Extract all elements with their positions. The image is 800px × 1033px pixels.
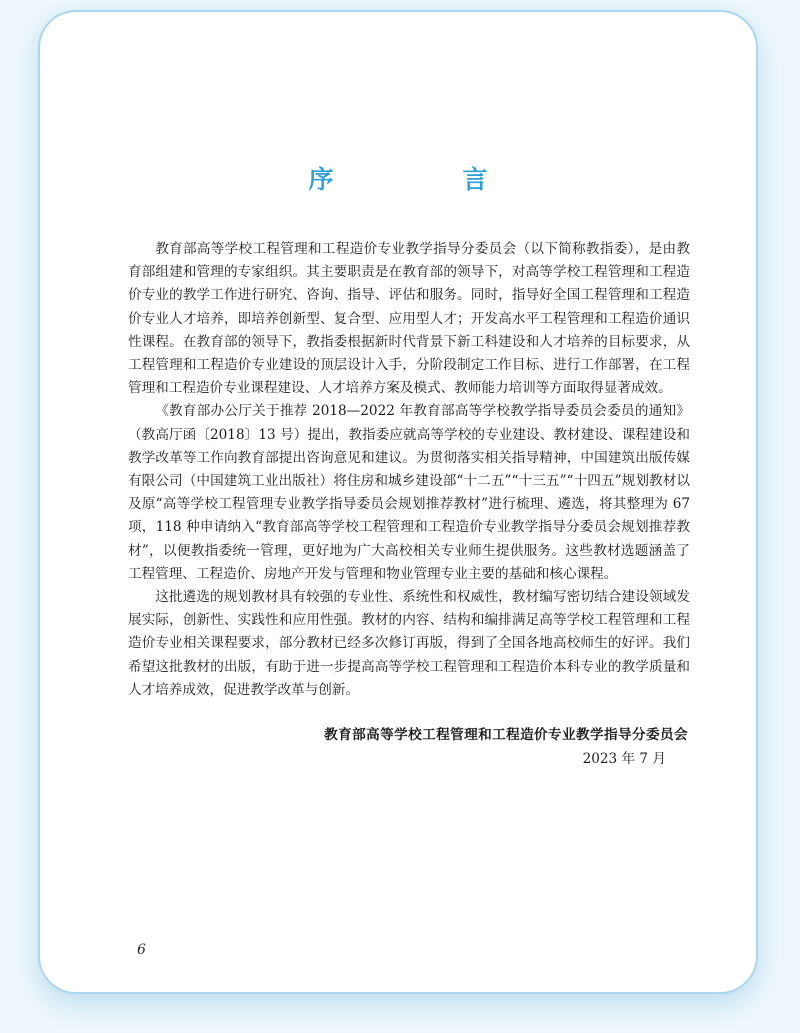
page-number: 6 <box>137 942 146 958</box>
page-card <box>38 10 758 994</box>
preface-paragraph-3: 这批遴选的规划教材具有较强的专业性、系统性和权威性，教材编写密切结合建设领域发展实际，创新性、实践性和应用性强。教材的内容、结构和编排满足高等学校工程管理和工程造价专业相关课程要求，部分教材已经多次修订再版，得到了全国各地高校师生的好评。我们希望这批教材的出版，有助于进一步提高高等学校工程管理和工程造价本科专业的教学质量和人才培养成效，促进教学改革与创新。 <box>128 589 690 698</box>
preface-body <box>128 238 690 702</box>
preface-paragraph-1: 教育部高等学校工程管理和工程造价专业教学指导分委员会（以下简称教指委），是由教育部组建和管理的专家组织。其主要职责是在教育部的领导下，对高等学校工程管理和工程造价专业的教学工作进行研究、咨询、指导、评估和服务。同时，指导好全国工程管理和工程造价专业人才培养，即培养创新型、复合型、应用型人才；开发高水平工程管理和工程造价通识性课程。在教育部的领导下，教指委根据新时代背景下新工科建设和人才培养的目标要求，从工程管理和工程造价专业建设的顶层设计入手，分阶段制定工作目标、进行工作部署，在工程管理和工程造价专业课程建设、人才培养方案及模式、教师能力培训等方面取得显著成效。 <box>128 241 690 397</box>
signature-organization: 教育部高等学校工程管理和工程造价专业教学指导分委员会 <box>324 727 688 743</box>
signature-block <box>324 724 688 771</box>
page-title: 序 言 <box>308 165 540 194</box>
preface-paragraph-2: 《教育部办公厅关于推荐 2018—2022 年教育部高等学校教学指导委员会委员的通知》（教高厅函〔2018〕13 号）提出，教指委应就高等学校的专业建设、教材建设、课程建设和教学改革等工作向教育部提出咨询意见和建议。为贯彻落实相关指导精神，中国建筑出版传媒有限公司（中国建筑工业出版社）将住房和城乡建设部“十二五”“十三五”“十四五”规划教材以及原“高等学校工程管理专业教学指导委员会规划推荐教材”进行梳理、遴选，将其整理为 67 项，118 种申请纳入“教育部高等学校工程管理和工程造价专业教学指导分委员会规划推荐教材”，以便教指委统一管理，更好地为广大高校相关专业师生提供服务。这些教材选题涵盖了工程管理、工程造价、房地产开发与管理和物业管理专业主要的基础和核心课程。 <box>128 403 690 582</box>
signature-date: 2023 年 7 月 <box>582 750 666 767</box>
